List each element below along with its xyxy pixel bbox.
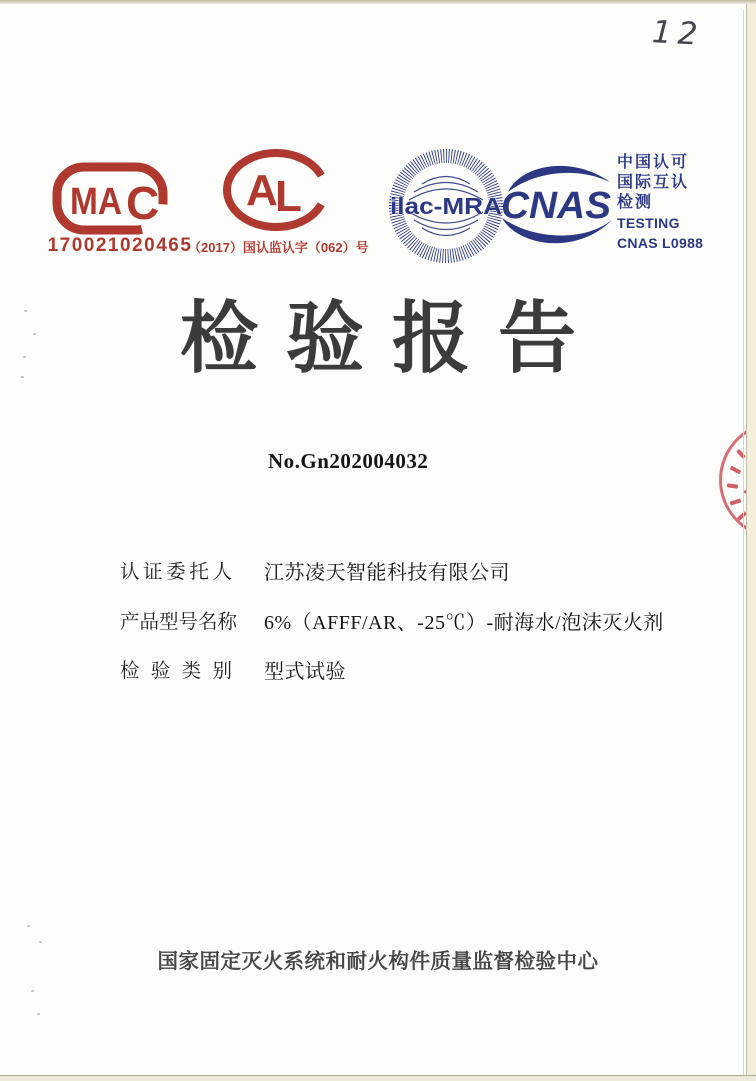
- cnas-caption-block: [617, 153, 747, 253]
- cnas-icon: [496, 158, 618, 252]
- svg-text:L: L: [275, 172, 302, 221]
- ink-speck: [23, 356, 26, 358]
- svg-text:CNAS: CNAS: [501, 185, 611, 227]
- field-label: 检验类别: [120, 661, 232, 682]
- cal-caption: （2017）国认监认字（062）号: [188, 240, 369, 255]
- paper-top-edge: [0, 0, 756, 4]
- svg-text:C: C: [126, 177, 160, 229]
- ink-speck: [21, 376, 24, 378]
- cnas-caption-line: 国际互认: [617, 174, 690, 191]
- paper-bottom-edge: [0, 1075, 756, 1081]
- field-label: 产品型号名称: [120, 612, 238, 633]
- ink-speck: [39, 941, 42, 943]
- cma-certificate-number: 170021020465: [47, 235, 193, 256]
- ink-speck: [33, 333, 36, 335]
- cnas-caption-line: TESTING: [617, 215, 680, 231]
- svg-text:MA: MA: [70, 181, 122, 223]
- ink-speck: [31, 990, 34, 992]
- report-title: 检验报告: [179, 294, 604, 382]
- paper-edge-shadow: [743, 10, 744, 1075]
- field-value: 江苏凌天智能科技有限公司: [264, 562, 510, 584]
- ilac-mra-icon: [387, 147, 505, 265]
- field-row-applicant: [120, 556, 510, 585]
- field-value: 型式试验: [264, 661, 346, 683]
- cal-mark-icon: [221, 149, 331, 235]
- ink-speck: [27, 925, 30, 927]
- svg-text:A: A: [246, 166, 278, 215]
- ink-speck: [24, 310, 27, 312]
- cnas-caption-line: 检测: [617, 194, 654, 211]
- svg-text:ilac-MRA: ilac-MRA: [390, 193, 502, 219]
- ink-speck: [37, 1013, 40, 1015]
- paper-right-edge: [746, 4, 756, 1081]
- handwritten-page-number: 12: [651, 14, 705, 53]
- ilac-mra-logo: [387, 147, 505, 265]
- field-row-product-model: [120, 606, 664, 635]
- cal-logo: [221, 149, 331, 235]
- cma-mark-icon: [52, 161, 168, 237]
- report-number: No.Gn202004032: [268, 449, 429, 473]
- cnas-caption-line: 中国认可: [617, 154, 690, 171]
- field-label: 认证委托人: [120, 562, 232, 583]
- issuer-name: 国家固定灭火系统和耐火构件质量监督检验中心: [157, 950, 599, 973]
- field-value: 6%（AFFF/AR、-25℃）-耐海水/泡沫灭火剂: [264, 612, 664, 634]
- cnas-logo: [496, 158, 618, 252]
- cnas-caption-line: CNAS L0988: [617, 235, 704, 251]
- field-row-inspection-type: [120, 655, 346, 684]
- cma-logo: [52, 161, 168, 237]
